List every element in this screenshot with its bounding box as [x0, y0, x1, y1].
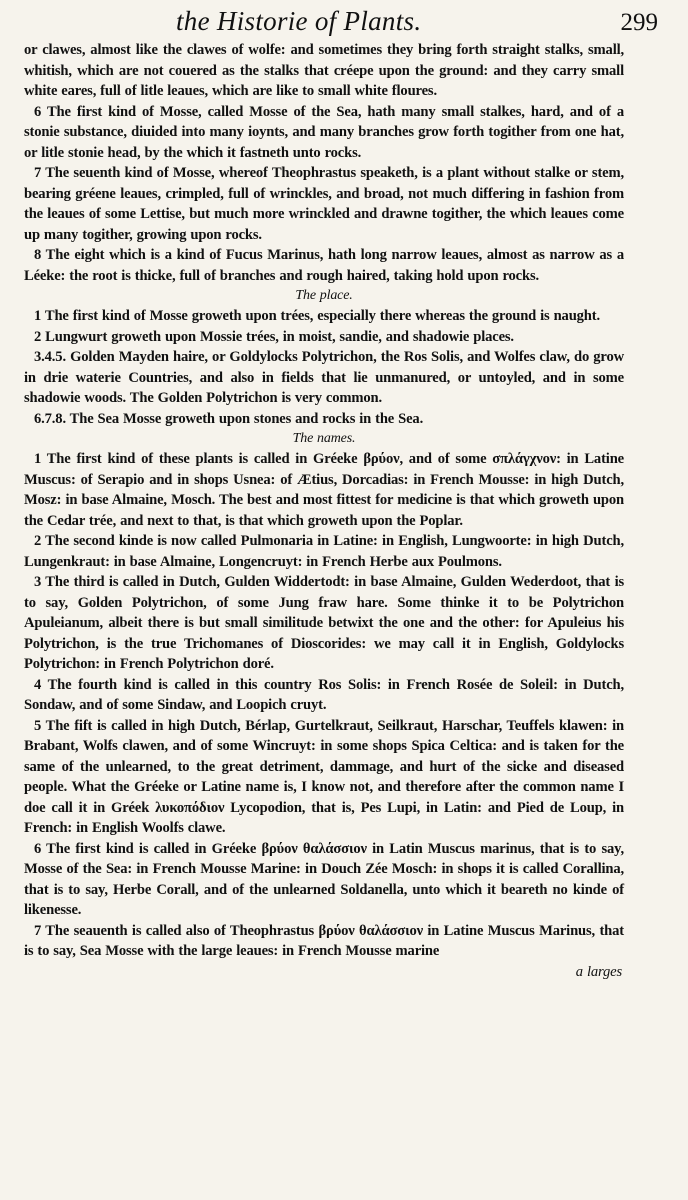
paragraph-names-2: 2 The second kinde is now called Pulmonaria in Latine: in English, Lungwoorte: in high Dutch, Lungenkraut: in base Almaine, Longencruyt: in French Herbe aux Poulmons.	[24, 533, 624, 570]
paragraph-continuation: or clawes, almost like the clawes of wolfe: and sometimes they bring forth straight stalks, small, whitish, which are not couered as the stalks that créepe upon the ground: and they carry small white eares, full of litle leaues, which are like to small white floures.	[24, 42, 624, 99]
paragraph-sea-mosse: 6 The first kind of Mosse, called Mosse of the Sea, hath many small stalkes, hard, and of a stonie substance, diuided into many ioynts, and many branches grow forth togither from one hat, or litle stonie head, by the which it fastneth unto rocks.	[24, 103, 624, 161]
paragraph-seventh-kind: 7 The seuenth kind of Mosse, whereof Theophrastus speaketh, is a plant without stalke or stem, bearing gréene leaues, crimpled, full of wrinckles, and broad, not much differing in fashion from the leaues of some Lettise, but much more wrinckled and drawne togither, the which leaues come up many togither, growing upon rocks.	[24, 165, 624, 243]
paragraph-names-6: 6 The first kind is called in Gréeke βρύον θαλάσσιον in Latin Muscus marinus, that is to say, Mosse of the Sea: in French Mousse Marine: in Douch Zée Mosch: in shops it is called Corallina, that is to say, Herbe Corall, and of the unlearned Soldanella, unto which it beareth no kinde of likenesse.	[24, 840, 624, 918]
page-body	[24, 40, 624, 982]
paragraph-names-7: 7 The seauenth is called also of Theophrastus βρύον θαλάσσιον in Latine Muscus Marinus, that is to say, Sea Mosse with the large leaues: in French Mousse marine	[24, 922, 624, 959]
section-heading-place: The place.	[295, 288, 353, 303]
paragraph-names-3: 3 The third is called in Dutch, Gulden Widdertodt: in base Almaine, Gulden Wederdoot, that is to say, Golden Polytrichon, of some Jung fraw hare. Some thinke it to be Polytrichon Apuleianum, albeit there is but small similitude betwixt the one and the other: for Apuleius his Polytrichon, is the true Trichomanes of Dioscorides: we may call it in English, Goldylocks Polytrichon: in French Polytrichon doré.	[24, 574, 624, 672]
paragraph-place-345: 3.4.5. Golden Mayden haire, or Goldylocks Polytrichon, the Ros Solis, and Wolfes claw, do grow in drie waterie Countries, and also in fields that lie unmanured, or untoyled, and in some shadowie woods. The Golden Polytrichon is very common.	[24, 349, 624, 406]
paragraph-names-4: 4 The fourth kind is called in this country Ros Solis: in French Rosée de Soleil: in Dutch, Sondaw, and of some Sindaw, and Loopich cruyt.	[24, 676, 624, 713]
running-title: the Historie of Plants.	[176, 6, 422, 36]
catchword: a larges	[575, 963, 622, 980]
running-header	[120, 6, 658, 42]
paragraph-place-2: 2 Lungwurt groweth upon Mossie trées, in moist, sandie, and shadowie places.	[34, 328, 514, 345]
paragraph-names-1: 1 The first kind of these plants is called in Gréeke βρύον, and of some σπλάγχνον: in Latine Muscus: of Serapio and in shops Usnea: of Ætius, Dorcadias: in French Mousse: in high Dutch, Mosz: in base Almaine, Mosch. The best and most fittest for medicine is that which groweth upon the Cedar trée, and next to that, is that which groweth upon the Poplar.	[24, 451, 624, 529]
paragraph-names-5: 5 The fift is called in high Dutch, Bérlap, Gurtelkraut, Seilkraut, Harschar, Teuffels klawen: in Brabant, Wolfs clawen, and of some Wincruyt: in some shops Spica Celtica: and is taken for the same of the unlearned, to the great detriment, dammage, and hurt of the sicke and diseased people. What the Gréeke or Latine name is, I know not, and therefore after the common name I doe call it in Gréek λυκοπόδιον Lycopodion, that is, Pes Lupi, in Latin: and Pied de Loup, in French: in English Woolfs clawe.	[24, 717, 624, 836]
paragraph-eighth-kind: 8 The eight which is a kind of Fucus Marinus, hath long narrow leaues, almost as narrow as a Léeke: the root is thicke, full of branches and rough haired, taking hold upon rocks.	[24, 247, 624, 284]
paragraph-place-1: 1 The first kind of Mosse groweth upon trées, especially there whereas the ground is naught.	[34, 308, 600, 324]
page-number: 299	[620, 9, 658, 36]
section-heading-names: The names.	[292, 431, 356, 446]
paragraph-place-678: 6.7.8. The Sea Mosse groweth upon stones and rocks in the Sea.	[34, 410, 424, 427]
